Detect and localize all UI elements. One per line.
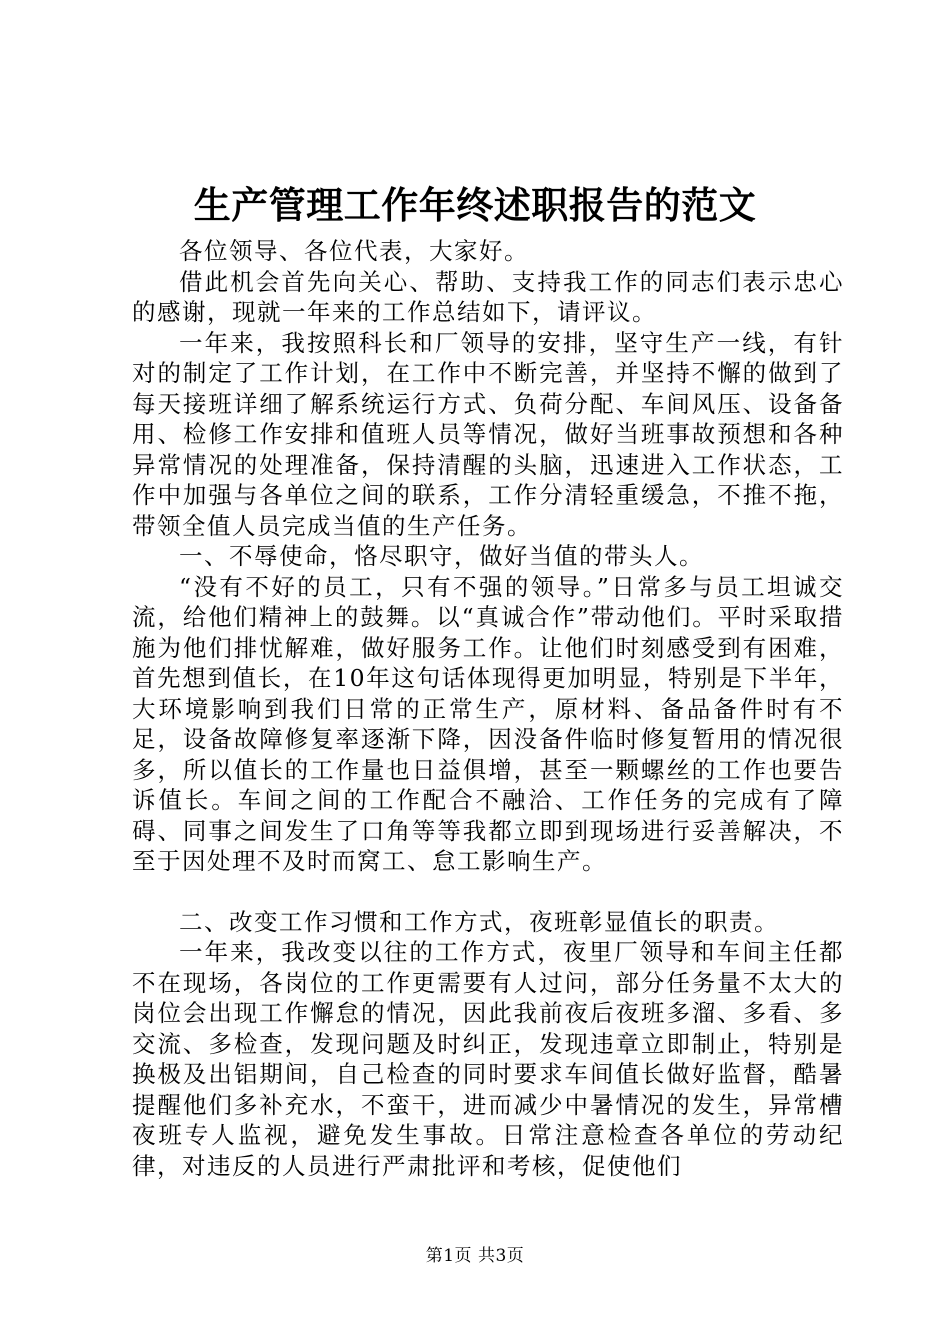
section-heading-1: 一、不辱使命，恪尽职守，做好当值的带头人。 (179, 542, 704, 570)
paragraph-greeting: 各位领导、各位代表，大家好。 (179, 237, 529, 265)
paragraph-section-2: 一年来，我改变以往的工作方式，夜里厂领导和车间主任都不在现场，各岗位的工作更需要有人过问，部分任务量不太大的岗位会出现工作懈怠的情况，因此我前夜后夜班多溜、多看、多交流、多检查，发现问题及时纠正，发现违章立即制止，特别是换极及出铝期间，自己检查的同时要求车间值长做好监督，酷暑提醒他们多补充水，不蛮干，进而减少中暑情况的发生，异常槽夜班专人监视，避免发生事故。日常注意检查各单位的劳动纪律，对违反的人员进行严肃批评和考核，促使他们 (132, 938, 844, 1180)
section-heading-2: 二、改变工作习惯和工作方式，夜班彰显值长的职责。 (179, 907, 779, 936)
document-title: 生产管理工作年终述职报告的范文 (193, 183, 757, 227)
document-body (132, 236, 844, 1181)
paragraph-section-1: “没有不好的员工，只有不强的领导。”日常多与员工坦诚交流，给他们精神上的鼓舞。以“真诚合作”带动他们。平时采取措施为他们排忧解难，做好服务工作。让他们时刻感受到有困难，首先想到值长，在10年这句话体现得更加明显，特别是下半年，大环境影响到我们日常的正常生产，原材料、备品备件时有不足，设备故障修复率逐渐下降，因没备件临时修复暂用的情况很多，所以值长的工作量也日益俱增，甚至一颗螺丝的工作也要告诉值长。车间之间的工作配合不融洽、工作任务的完成有了障碍、同事之间发生了口角等等我都立即到现场进行妥善解决，不至于因处理不及时而窝工、怠工影响生产。 (132, 572, 844, 875)
page-footer: 第1页 共3页 (425, 1246, 525, 1266)
paragraph-thanks: 借此机会首先向关心、帮助、支持我工作的同志们表示忠心的感谢，现就一年来的工作总结如下，请评议。 (132, 267, 844, 326)
paragraph-overview: 一年来，我按照科长和厂领导的安排，坚守生产一线，有针对的制定了工作计划，在工作中不断完善，并坚持不懈的做到了每天接班详细了解系统运行方式、负荷分配、车间风压、设备备用、检修工作安排和值班人员等情况，做好当班事故预想和各种异常情况的处理准备，保持清醒的头脑，迅速进入工作状态，工作中加强与各单位之间的联系，工作分清轻重缓急，不推不拖，带领全值人员完成当值的生产任务。 (132, 328, 844, 540)
